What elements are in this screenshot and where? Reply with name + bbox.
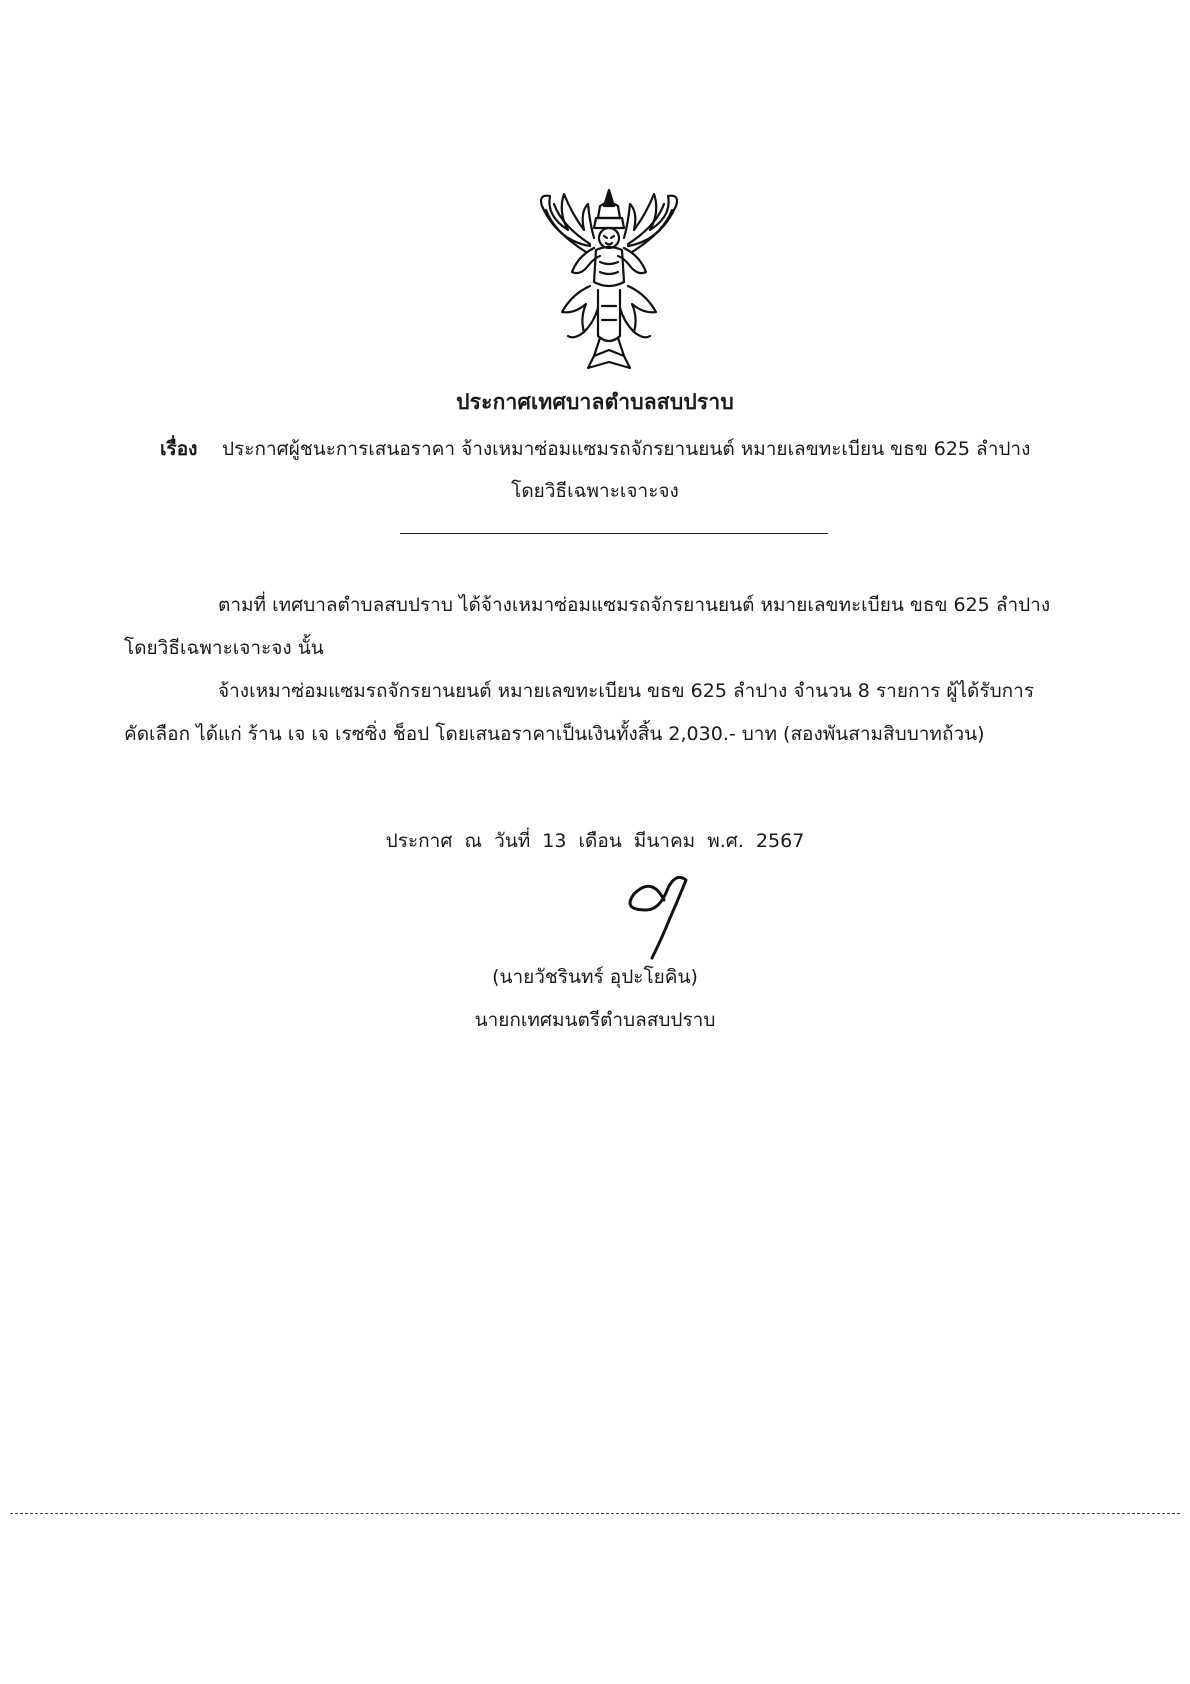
signer-name: (นายวัชรินทร์ อุปะโยคิน)	[492, 966, 698, 988]
subject-text: ประกาศผู้ชนะการเสนอราคา จ้างเหมาซ่อมแซมรถจักรยานยนต์ หมายเลขทะเบียน ขธข 625 ลำปาง	[222, 438, 1031, 460]
signer-position: นายกเทศมนตรีตำบลสบปราบ	[474, 1009, 716, 1031]
footer-divider	[10, 1513, 1180, 1514]
garuda-emblem-icon	[528, 186, 690, 372]
body-paragraph-2: จ้างเหมาซ่อมแซมรถจักรยานยนต์ หมายเลขทะเบียน ขธข 625 ลำปาง จำนวน 8 รายการ ผู้ได้รับการ	[218, 680, 1035, 702]
subject-text-continued: โดยวิธีเฉพาะเจาะจง	[511, 480, 679, 502]
document-title: ประกาศเทศบาลตำบลสบปราบ	[456, 390, 734, 414]
handwritten-signature-icon	[612, 866, 702, 962]
header-divider	[400, 533, 828, 534]
subject-label: เรื่อง	[160, 438, 198, 460]
body-paragraph-1: ตามที่ เทศบาลตำบลสบปราบ ได้จ้างเหมาซ่อมแซมรถจักรยานยนต์ หมายเลขทะเบียน ขธข 625 ลำปาง	[218, 594, 1051, 616]
body-paragraph-1-continued: โดยวิธีเฉพาะเจาะจง นั้น	[124, 637, 324, 659]
announcement-date: ประกาศ ณ วันที่ 13 เดือน มีนาคม พ.ศ. 2567	[385, 830, 805, 852]
body-paragraph-2-continued: คัดเลือก ได้แก่ ร้าน เจ เจ เรซซิ่ง ช็อป โดยเสนอราคาเป็นเงินทั้งสิ้น 2,030.- บาท (สองพันสามสิบบาทถ้วน)	[124, 723, 985, 745]
